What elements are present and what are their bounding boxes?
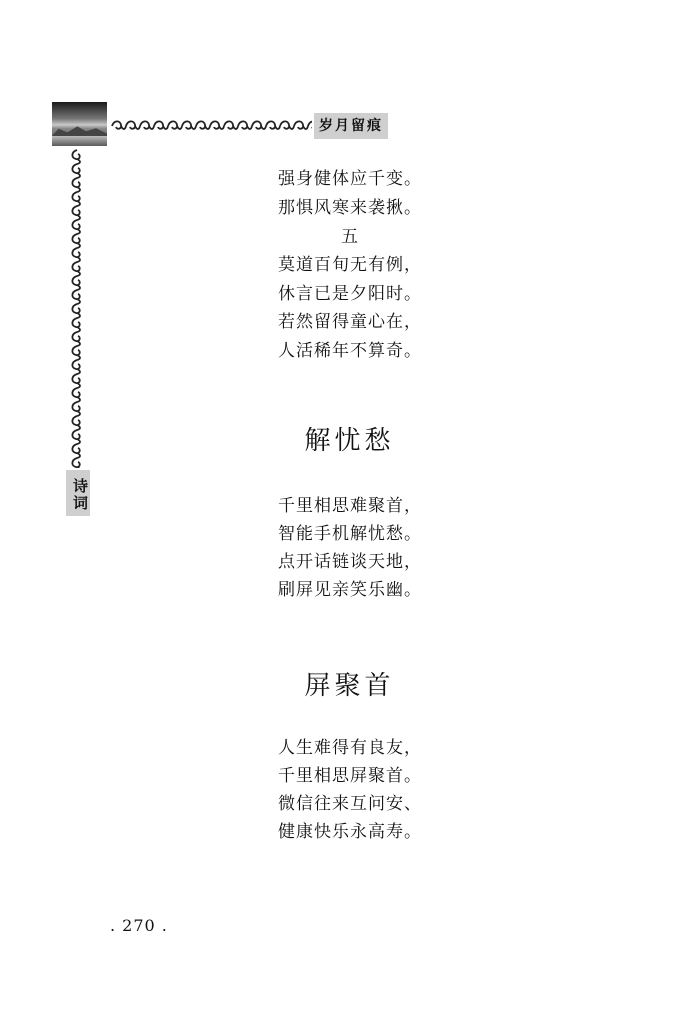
mountain-shape <box>52 124 107 136</box>
vertical-ornament <box>70 148 84 468</box>
poem-line: 健康快乐永高寿。 <box>278 822 422 842</box>
category-side-label: 诗词 <box>66 470 90 516</box>
poem-line: 莫道百旬无有例， <box>278 255 422 275</box>
poem-title: 屏聚首 <box>304 671 395 701</box>
water-shape <box>52 136 107 146</box>
poem-line: 智能手机解忧愁。 <box>278 524 422 544</box>
poem-line: 人生难得有良友， <box>278 738 422 758</box>
poem-line: 人活稀年不算奇。 <box>278 341 422 361</box>
page-number: . 270 . <box>110 916 168 935</box>
poem-line: 强身健体应千变。 <box>278 169 422 189</box>
poem-line: 那惧风寒来袭揪。 <box>278 198 422 218</box>
poem-section-marker: 五 <box>341 227 358 247</box>
poem-line: 若然留得童心在， <box>278 312 422 332</box>
poem-line: 点开话链谈天地， <box>278 552 422 572</box>
poem-line: 刷屏见亲笑乐幽。 <box>278 580 422 600</box>
poem-line: 千里相思屏聚首。 <box>278 766 422 786</box>
poem-title: 解忧愁 <box>304 426 395 456</box>
section-header-label: 岁月留痕 <box>314 113 388 139</box>
poem-line: 微信往来互问安、 <box>278 794 422 814</box>
poem-line: 千里相思难聚首， <box>278 496 422 516</box>
poem-line: 休言已是夕阳时。 <box>278 284 422 304</box>
header-photo <box>52 102 107 146</box>
horizontal-ornament <box>110 119 312 133</box>
